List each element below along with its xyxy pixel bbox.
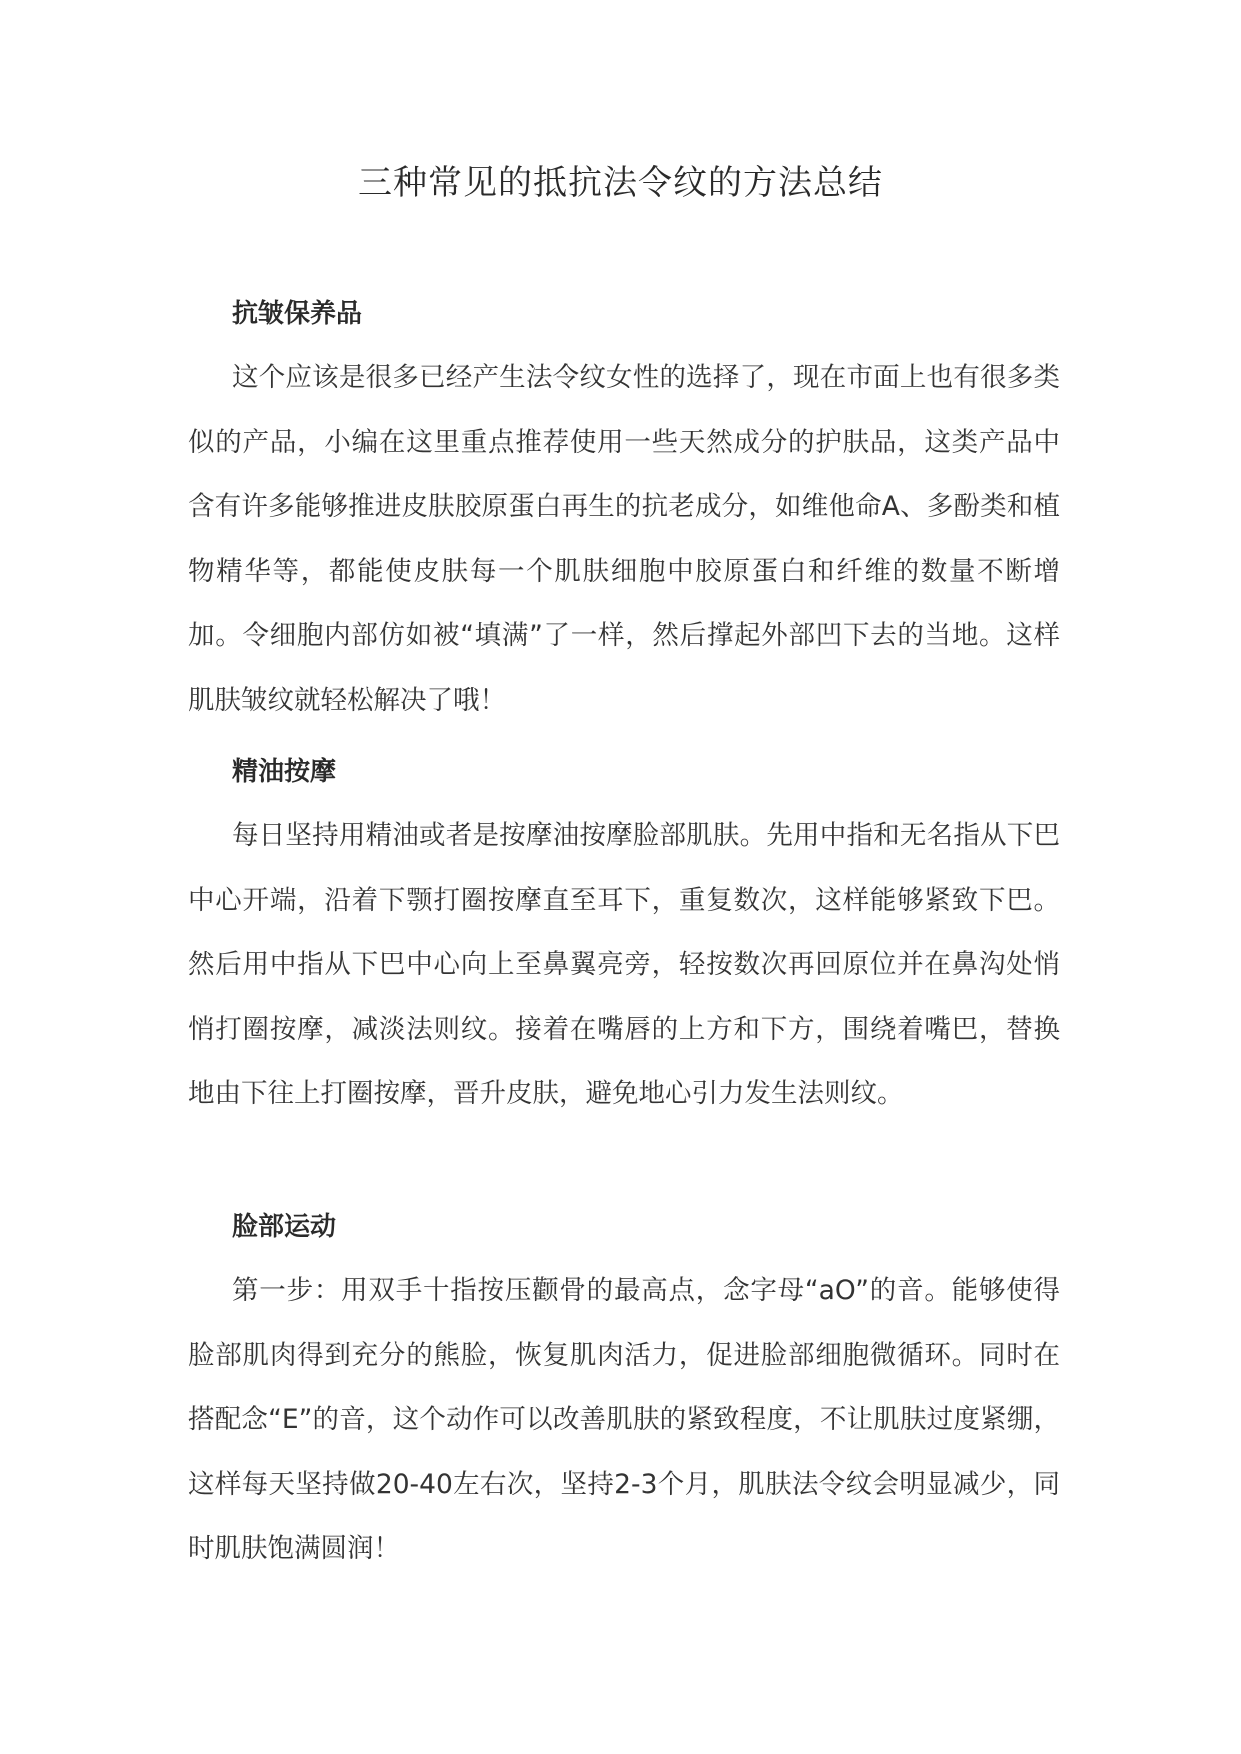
section-heading: 抗皱保养品 [232, 299, 363, 329]
section-paragraph: 每日坚持用精油或者是按摩油按摩脸部肌肤。先用中指和无名指从下巴中心开端，沿着下颚打圈按摩直至耳下，重复数次，这样能够紧致下巴。然后用中指从下巴中心向上至鼻翼亮旁，轻按数次再回原位并在鼻沟处悄悄打圈按摩，减淡法则纹。接着在嘴唇的上方和下方，围绕着嘴巴，替换地由下往上打圈按摩，晋升皮肤，避免地心引力发生法则纹。 [188, 820, 1060, 1109]
section-heading: 精油按摩 [232, 757, 337, 787]
section-paragraph: 第一步：用双手十指按压颧骨的最高点，念字母“aO”的音。能够使得脸部肌肉得到充分的熊脸，恢复肌肉活力，促进脸部细胞微循环。同时在搭配念“E”的音，这个动作可以改善肌肤的紧致程度，不让肌肤过度紧绷，这样每天坚持做20-40左右次，坚持2-3个月，肌肤法令纹会明显减少，同时肌肤饱满圆润！ [188, 1275, 1060, 1564]
section-essential-oil-massage [188, 740, 1060, 1127]
section-anti-wrinkle-products [188, 282, 1060, 733]
section-heading: 脸部运动 [232, 1212, 337, 1242]
document-title: 三种常见的抵抗法令纹的方法总结 [358, 163, 883, 203]
section-facial-exercise [188, 1195, 1060, 1582]
section-paragraph: 这个应该是很多已经产生法令纹女性的选择了，现在市面上也有很多类似的产品，小编在这里重点推荐使用一些天然成分的护肤品，这类产品中含有许多能够推进皮肤胶原蛋白再生的抗老成分，如维他命A、多酚类和植物精华等，都能使皮肤每一个肌肤细胞中胶原蛋白和纤维的数量不断增加。令细胞内部仿如被“填满”了一样，然后撑起外部凹下去的当地。这样肌肤皱纹就轻松解决了哦！ [188, 362, 1060, 716]
